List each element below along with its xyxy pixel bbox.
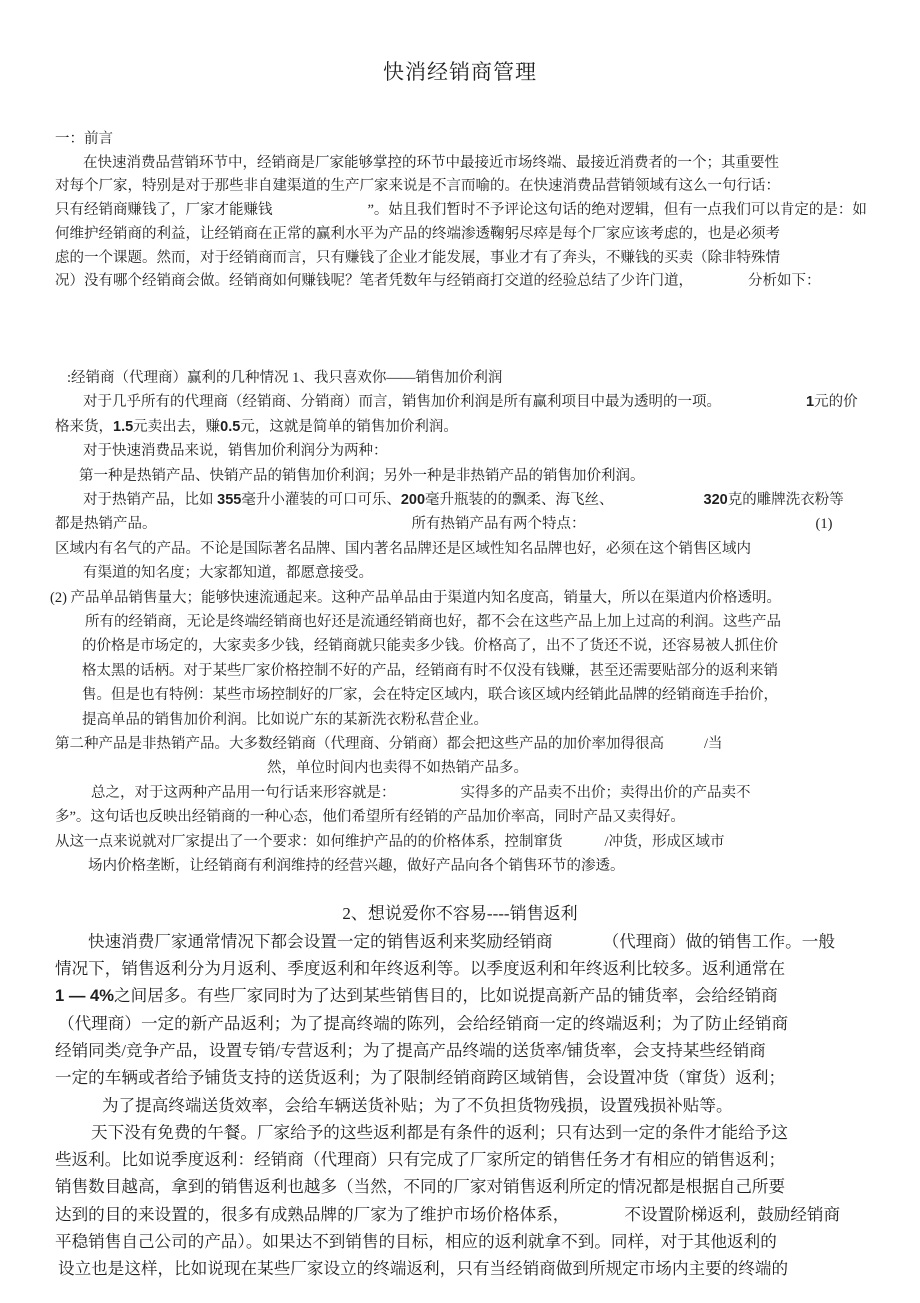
- text-run: 格来货，: [55, 418, 113, 435]
- text-run: 200: [400, 491, 426, 508]
- text-line: [0, 439, 920, 463]
- text-line: [0, 1173, 920, 1200]
- text-run: 不设置阶梯返利，鼓励经销商: [624, 1204, 841, 1224]
- text-run: 平稳销售自己公司的产品）。如果达不到销售的目标，相应的返利就拿不到。同样，对于其他返利的: [55, 1232, 777, 1252]
- vertical-space: [0, 88, 920, 128]
- text-line: [0, 175, 920, 199]
- text-run: 分析如下：: [748, 273, 821, 290]
- text-run: 所有的经销商，无论是终端经销商也好还是流通经销商也好，都不会在这些产品上加上过高的利润。这些产品: [85, 613, 781, 630]
- text-line: [0, 537, 920, 561]
- text-run: 只有经销商赚钱了，厂家才能赚钱: [55, 202, 273, 219]
- text-line: [0, 1010, 920, 1037]
- text-run: :经销商（代理商）赢利的几种情况 1、我只喜欢你——销售加价利润: [67, 369, 503, 386]
- text-run: 元，这就是简单的销售加价利润。: [240, 418, 458, 435]
- inline-space: [553, 946, 603, 947]
- inline-space: [569, 1219, 624, 1220]
- text-line: [0, 223, 920, 247]
- text-run: 1.5: [113, 418, 134, 435]
- text-line: [0, 152, 920, 176]
- text-run: /当: [704, 736, 723, 753]
- text-run: 经销同类/竞争产品，设置专销/专营返利；为了提高产品终端的送货率/铺货率，会支持某些经销商: [55, 1040, 766, 1060]
- text-run: 元的价: [814, 394, 858, 411]
- text-line: [0, 955, 920, 982]
- text-run: (2) 产品单品销售量大；能够快速流通起来。这种产品单品由于渠道内知名度高，销量大，所以在渠道内价格透明。: [50, 589, 782, 606]
- text-line: [0, 982, 920, 1009]
- text-run: (1): [815, 516, 833, 533]
- text-run: 快速消费厂家通常情况下都会设置一定的销售返利来奖励经销商: [88, 931, 553, 951]
- text-run: 对于快速消费品来说，销售加价利润分为两种：: [83, 443, 388, 460]
- text-run: 设立也是这样，比如说现在某些厂家设立的终端返利，只有当经销商做到所规定市场内主要的终端的: [58, 1259, 789, 1279]
- text-line: [0, 854, 920, 878]
- text-line: [0, 488, 920, 512]
- vertical-space: [0, 878, 920, 900]
- text-line: [0, 199, 920, 223]
- text-run: 些返利。比如说季度返利：经销商（代理商）只有完成了厂家所定的销售任务才有相应的销售返利；: [55, 1150, 786, 1170]
- text-line: [0, 464, 920, 488]
- text-run: 天下没有免费的午餐。厂家给予的这些返利都是有条件的返利；只有达到一定的条件才能给予这: [91, 1122, 788, 1142]
- text-run: 元卖出去，赚: [133, 418, 221, 435]
- vertical-space: [0, 294, 920, 366]
- text-run: 第一种是热销产品、快销产品的销售加价利润；另外一种是非热销产品的销售加价利润。: [79, 467, 645, 484]
- text-run: 实得多的产品卖不出价；卖得出价的产品卖不: [460, 784, 751, 801]
- inline-space: [563, 845, 605, 846]
- text-line: [0, 732, 920, 756]
- text-run: 从这一点来说就对厂家提出了一个要求：如何维护产品的的价格体系，控制窜货: [55, 833, 563, 850]
- text-run: 0.5: [220, 418, 241, 435]
- text-line: [0, 610, 920, 634]
- text-run: 对于几乎所有的代理商（经销商、分销商）而言，销售加价利润是所有赢利项目中最为透明的一项。: [83, 394, 721, 411]
- text-run: 一：前言: [55, 131, 113, 147]
- text-line: [0, 1064, 920, 1091]
- text-run: ”。姑且我们暂时不予评论这句话的绝对逻辑，但有一点我们可以肯定的是：如: [367, 202, 867, 219]
- text-run: 320: [703, 491, 728, 508]
- section-heading-profit: [0, 366, 920, 390]
- section-heading-rebate: [0, 900, 920, 927]
- text-line: [0, 1092, 920, 1119]
- text-run: 所有热销产品有两个特点：: [411, 516, 586, 533]
- inline-space: [614, 503, 704, 504]
- document-title: [0, 56, 920, 88]
- text-run: （代理商）一定的新产品返利；为了提高终端的陈列，会给经销商一定的终端返利；为了防止经销商: [58, 1013, 789, 1033]
- text-run: 克的雕牌洗衣粉等: [727, 491, 844, 508]
- text-line: [0, 928, 920, 955]
- text-run: 虑的一个课题。然而，对于经销商而言，只有赚钱了企业才能发展，事业才有了奔头，不赚钱的买卖（除非特殊情: [55, 249, 780, 266]
- text-run: 何维护经销商的利益，让经销商在正常的赢利水平为产品的终端渗透鞠躬尽瘁是每个厂家应该考虑的，也是必须考: [55, 225, 780, 242]
- text-run: 总之，对于这两种产品用一句行话来形容就是：: [91, 784, 396, 801]
- text-line: [0, 390, 920, 414]
- text-run: /冲货，形成区域市: [604, 833, 725, 850]
- text-run: 一定的车辆或者给予铺货支持的送货返利；为了限制经销商跨区域销售，会设置冲货（窜货）返利；: [55, 1068, 786, 1088]
- text-run: 1 — 4%: [55, 986, 115, 1006]
- text-line: [0, 830, 920, 854]
- text-line: [0, 634, 920, 658]
- text-line: [0, 415, 920, 439]
- inline-space: [693, 284, 748, 285]
- inline-space: [664, 747, 704, 748]
- text-line: [0, 781, 920, 805]
- text-line: [0, 561, 920, 585]
- text-line: [0, 659, 920, 683]
- text-run: 第二种产品是非热销产品。大多数经销商（代理商、分销商）都会把这些产品的加价率加得很高: [55, 736, 664, 753]
- text-line: [0, 1255, 920, 1282]
- inline-space: [396, 796, 461, 797]
- text-run: 达到的目的来设置的，很多有成熟品牌的厂家为了维护市场价格体系，: [55, 1204, 570, 1224]
- text-run: 毫升小灌装的可口可乐、: [241, 491, 401, 508]
- text-run: 售。但是也有特例：某些市场控制好的厂家，会在特定区域内，联合该区域内经销此品牌的经销商连手抬价，: [82, 687, 778, 704]
- text-run: 的价格是市场定的，大家卖多少钱，经销商就只能卖多少钱。价格高了，出不了货还不说，还容易被人抓住价: [82, 638, 778, 655]
- text-run: 2、想说爱你不容易----销售返利: [342, 904, 578, 924]
- text-run: 销售数目越高，拿到的销售返利也越多（当然，不同的厂家对销售返利所定的情况都是根据自己所要: [55, 1177, 786, 1197]
- text-run: 场内价格垄断，让经销商有利润维持的经营兴趣，做好产品向各个销售环节的渗透。: [88, 858, 625, 875]
- inline-space: [721, 405, 806, 406]
- text-run: 况）没有哪个经销商会做。经销商如何赚钱呢？笔者凭数年与经销商打交道的经验总结了少许门道，: [55, 273, 693, 290]
- text-run: 355: [217, 491, 242, 508]
- text-line: [0, 708, 920, 732]
- text-run: 快消经销商管理: [383, 60, 537, 84]
- text-run: 都是热销产品。: [55, 516, 157, 533]
- text-run: 有渠道的知名度；大家都知道，都愿意接受。: [83, 565, 373, 582]
- text-run: 为了提高终端送货效率，会给车辆送货补贴；为了不负担货物残损，设置残损补贴等。: [102, 1095, 733, 1115]
- text-line: [0, 1146, 920, 1173]
- text-line: [0, 683, 920, 707]
- text-line: [0, 805, 920, 829]
- text-line: [0, 1228, 920, 1255]
- inline-space: [586, 527, 816, 528]
- text-line: [0, 270, 920, 294]
- text-run: 格太黑的话柄。对于某些厂家价格控制不好的产品，经销商有时不仅没有钱赚，甚至还需要贴部分的返利来销: [82, 662, 778, 679]
- text-run: 然，单位时间内也卖得不如热销产品多。: [267, 760, 528, 777]
- section-heading-preface: [0, 128, 920, 152]
- text-line: [0, 756, 920, 780]
- text-run: 1: [806, 394, 815, 411]
- text-run: 情况下，销售返利分为月返利、季度返利和年终返利等。以季度返利和年终返利比较多。返利通常在: [55, 959, 786, 979]
- text-line: [0, 512, 920, 536]
- text-run: 多”。这句话也反映出经销商的一种心态，他们希望所有经销的产品加价率高，同时产品又卖得好。: [55, 809, 685, 826]
- text-run: 之间居多。有些厂家同时为了达到某些销售目的，比如说提高新产品的铺货率，会给经销商: [114, 986, 778, 1006]
- text-run: 毫升瓶装的的飘柔、海飞丝、: [425, 491, 614, 508]
- inline-space: [273, 213, 368, 214]
- text-run: 对于热销产品，比如: [83, 491, 218, 508]
- text-run: 在快速消费品营销环节中，经销商是厂家能够掌控的环节中最接近市场终端、最接近消费者的一个；其重要性: [83, 154, 779, 171]
- text-line: [0, 586, 920, 610]
- text-run: 提高单品的销售加价利润。比如说广东的某新洗衣粉私营企业。: [82, 711, 488, 728]
- text-line: [0, 1201, 920, 1228]
- text-run: 区域内有名气的产品。不论是国际著名品牌、国内著名品牌还是区域性知名品牌也好，必须在这个销售区域内: [55, 540, 751, 557]
- text-run: 对每个厂家，特别是对于那些非自建渠道的生产厂家来说是不言而喻的。在快速消费品营销领域有这么一句行话：: [55, 178, 780, 195]
- text-run: （代理商）做的销售工作。一般: [602, 931, 835, 951]
- text-line: [0, 1037, 920, 1064]
- text-line: [0, 247, 920, 271]
- inline-space: [157, 527, 412, 528]
- text-line: [0, 1119, 920, 1146]
